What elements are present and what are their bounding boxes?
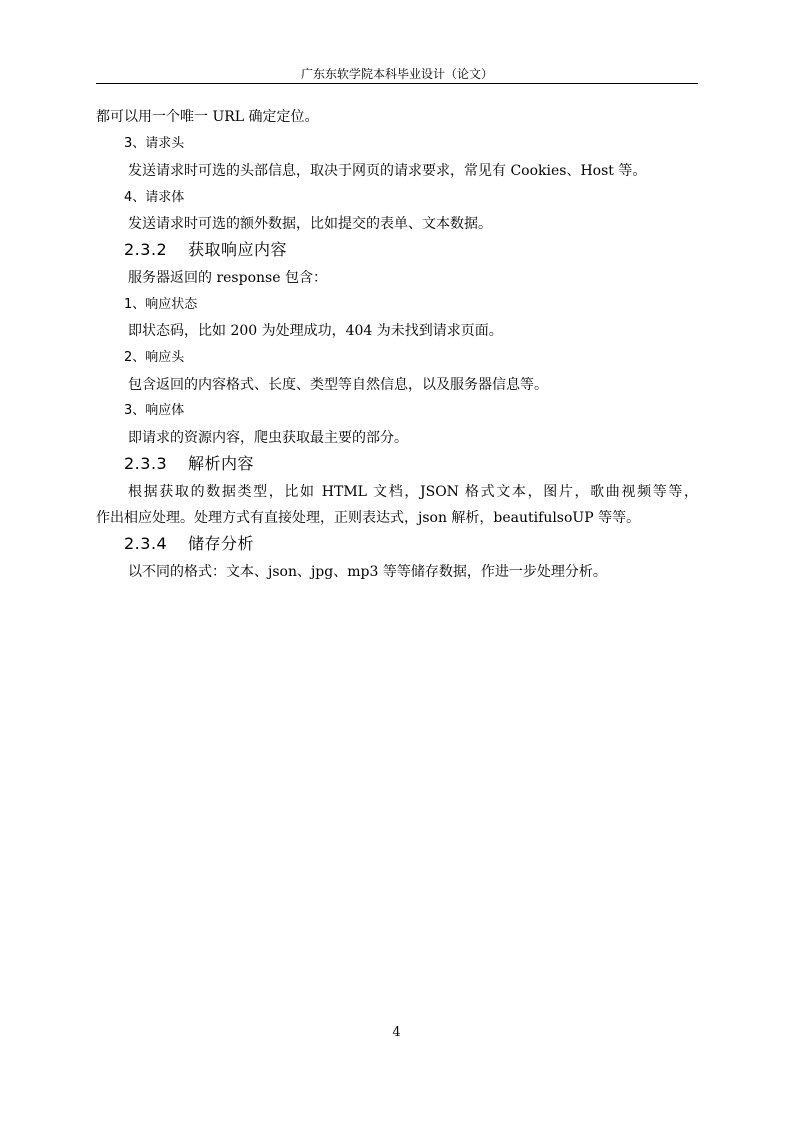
page-number: 4 [392, 1025, 401, 1040]
request-body-heading: 4、请求体 [124, 190, 185, 205]
parse-content-text-line-2: 作出相应处理。处理方式有直接处理，正则表达式，json 解析，beautifulsoUP 等等。 [96, 510, 641, 526]
header-rule [96, 83, 698, 84]
response-header-heading: 2、响应头 [124, 350, 185, 365]
response-body-heading: 3、响应体 [124, 403, 185, 418]
section-title: 获取响应内容 [188, 240, 288, 259]
response-status-text: 即状态码，比如 200 为处理成功，404 为未找到请求页面。 [128, 323, 503, 339]
response-header-text: 包含返回的内容格式、长度、类型等自然信息，以及服务器信息等。 [128, 377, 548, 393]
section-number: 2.3.3 [124, 454, 168, 473]
page-header-title: 广东东软学院本科毕业设计（论文） [300, 67, 493, 81]
section-heading-2-3-3 [124, 452, 254, 476]
section-number: 2.3.4 [124, 534, 168, 553]
request-body-text: 发送请求时可选的额外数据，比如提交的表单、文本数据。 [128, 216, 492, 232]
section-heading-2-3-4 [124, 532, 254, 556]
section-title: 解析内容 [188, 454, 255, 473]
continuation-text: 都可以用一个唯一 URL 确定定位。 [96, 109, 319, 125]
response-intro-text: 服务器返回的 response 包含： [128, 270, 327, 286]
section-heading-2-3-2 [124, 238, 287, 262]
storage-analysis-text: 以不同的格式：文本、json、jpg、mp3 等等储存数据，作进一步处理分析。 [128, 564, 607, 580]
request-header-text: 发送请求时可选的头部信息，取决于网页的请求要求，常见有 Cookies、Host 等。 [128, 163, 647, 179]
response-body-text: 即请求的资源内容，爬虫获取最主要的部分。 [128, 430, 408, 446]
response-status-heading: 1、响应状态 [124, 297, 198, 312]
request-header-heading: 3、请求头 [124, 136, 185, 151]
section-number: 2.3.2 [124, 240, 168, 259]
parse-content-text-line-1: 根据获取的数据类型，比如 HTML 文档，JSON 格式文本，图片，歌曲视频等等， [128, 484, 698, 500]
section-title: 储存分析 [188, 534, 255, 553]
